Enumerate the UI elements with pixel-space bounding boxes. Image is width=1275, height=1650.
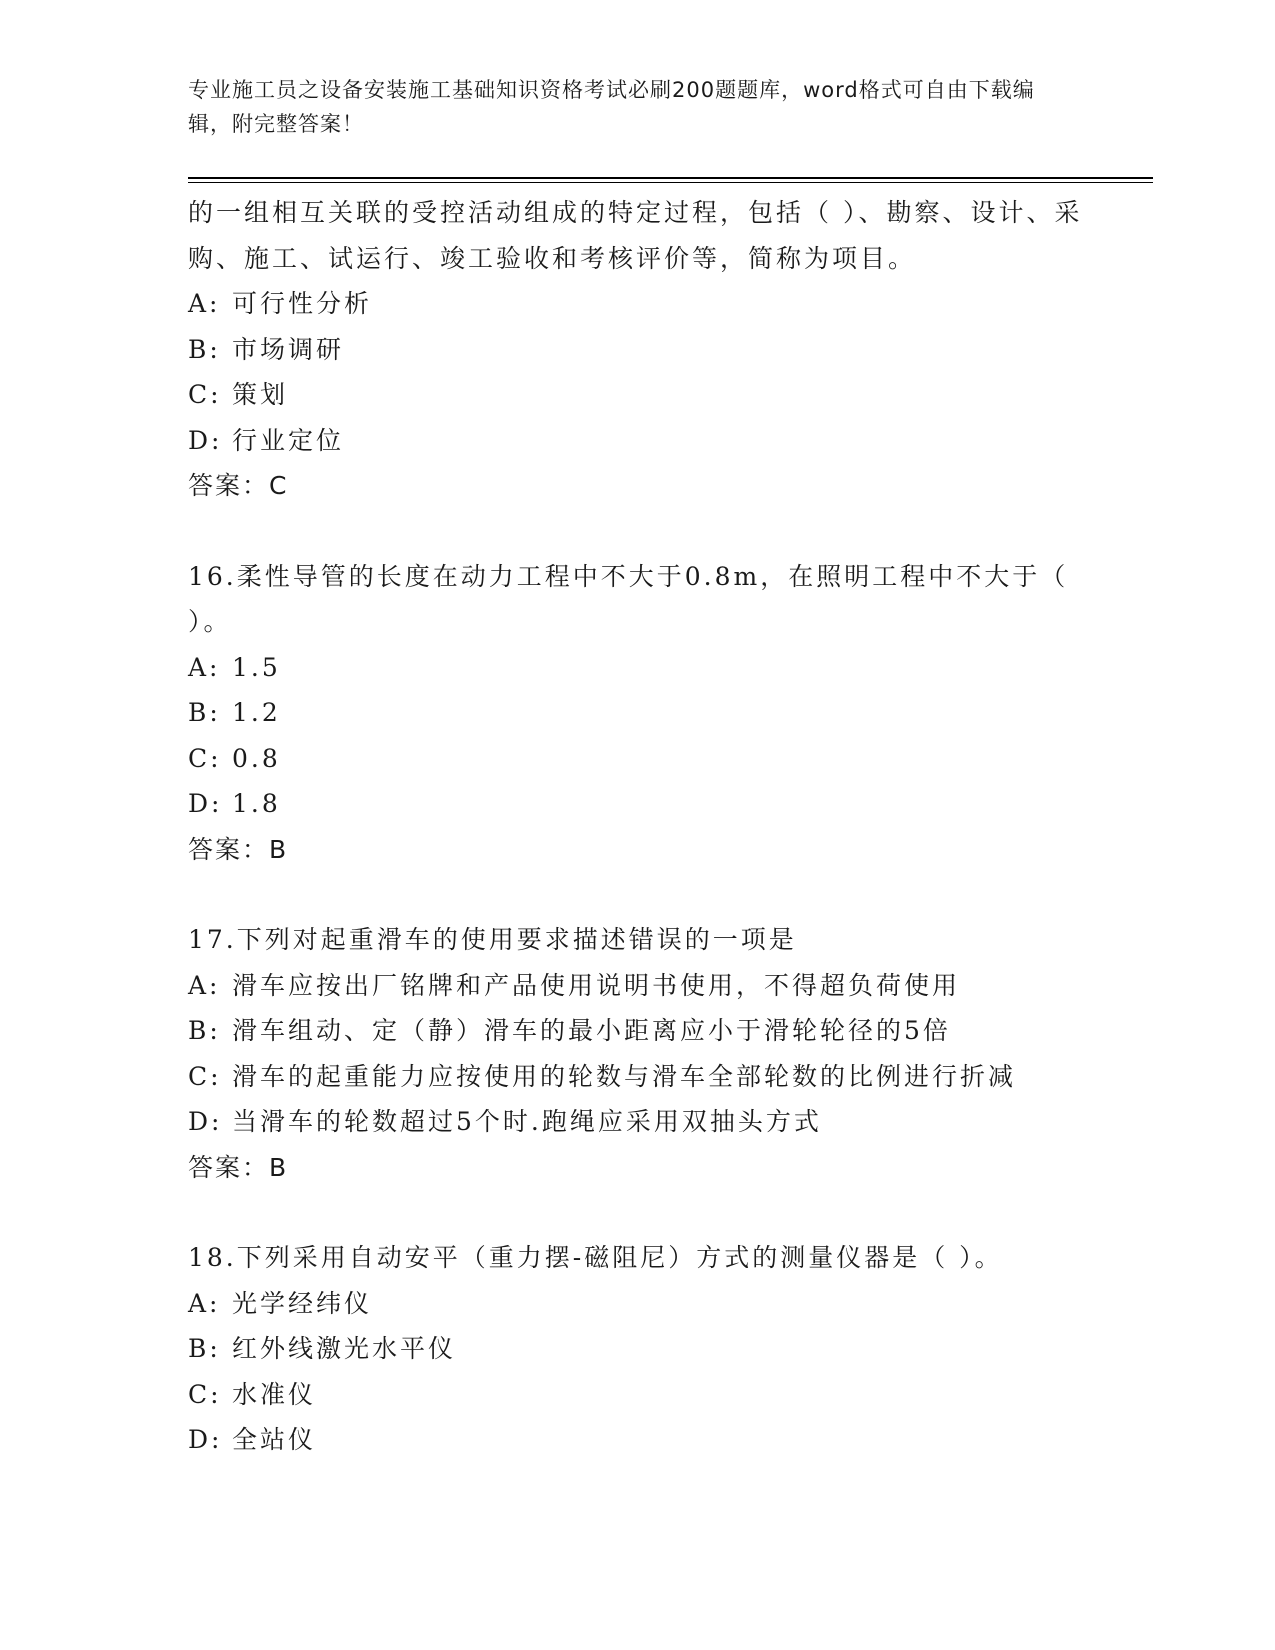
answer: 答案：C: [188, 471, 289, 500]
question-text: 的一组相互关联的受控活动组成的特定过程，包括（ ）、勘察、设计、采购、施工、试运行、竣工验收和考核评价等，简称为项目。: [188, 198, 1083, 273]
question-block: [188, 190, 1088, 509]
option-c: C: 0.8: [188, 743, 281, 773]
option-d: D: 1.8: [188, 789, 281, 818]
option-b: B: 红外线激光水平仪: [188, 1334, 457, 1363]
question-text: 17.下列对起重滑车的使用要求描述错误的一项是: [188, 925, 797, 954]
option-c: C: 水准仪: [188, 1379, 317, 1409]
question-block: [188, 554, 1088, 873]
option-b: B: 市场调研: [188, 334, 345, 364]
question-block: [188, 1235, 1088, 1463]
option-d: D: 全站仪: [188, 1425, 317, 1454]
option-a: A: 光学经纬仪: [188, 1288, 373, 1318]
option-a: A: 可行性分析: [188, 289, 373, 318]
answer: 答案：B: [188, 1152, 289, 1182]
option-c: C: 滑车的起重能力应按使用的轮数与滑车全部轮数的比例进行折减: [188, 1061, 1017, 1091]
answer: 答案：B: [188, 834, 289, 864]
option-d: D: 当滑车的轮数超过5个时.跑绳应采用双抽头方式: [188, 1107, 822, 1136]
question-text: 18.下列采用自动安平（重力摆-磁阻尼）方式的测量仪器是（ ）。: [188, 1243, 1003, 1272]
question-text: 16.柔性导管的长度在动力工程中不大于0.8m，在照明工程中不大于（ ）。: [188, 561, 1069, 636]
header-rule-thin: [188, 182, 1153, 183]
option-b: B: 1.2: [188, 698, 281, 727]
question-list: [188, 190, 1088, 1463]
option-a: A: 1.5: [188, 652, 281, 682]
option-a: A: 滑车应按出厂铭牌和产品使用说明书使用，不得超负荷使用: [188, 970, 961, 1000]
header-rule-thick: [188, 177, 1153, 179]
option-d: D: 行业定位: [188, 425, 345, 455]
question-block: [188, 917, 1088, 1190]
document-header: 专业施工员之设备安装施工基础知识资格考试必刷200题题库，word格式可自由下载编辑，附完整答案！: [188, 78, 1035, 136]
option-b: B: 滑车组动、定（静）滑车的最小距离应小于滑轮轮径的5倍: [188, 1016, 951, 1045]
option-c: C: 策划: [188, 380, 289, 409]
